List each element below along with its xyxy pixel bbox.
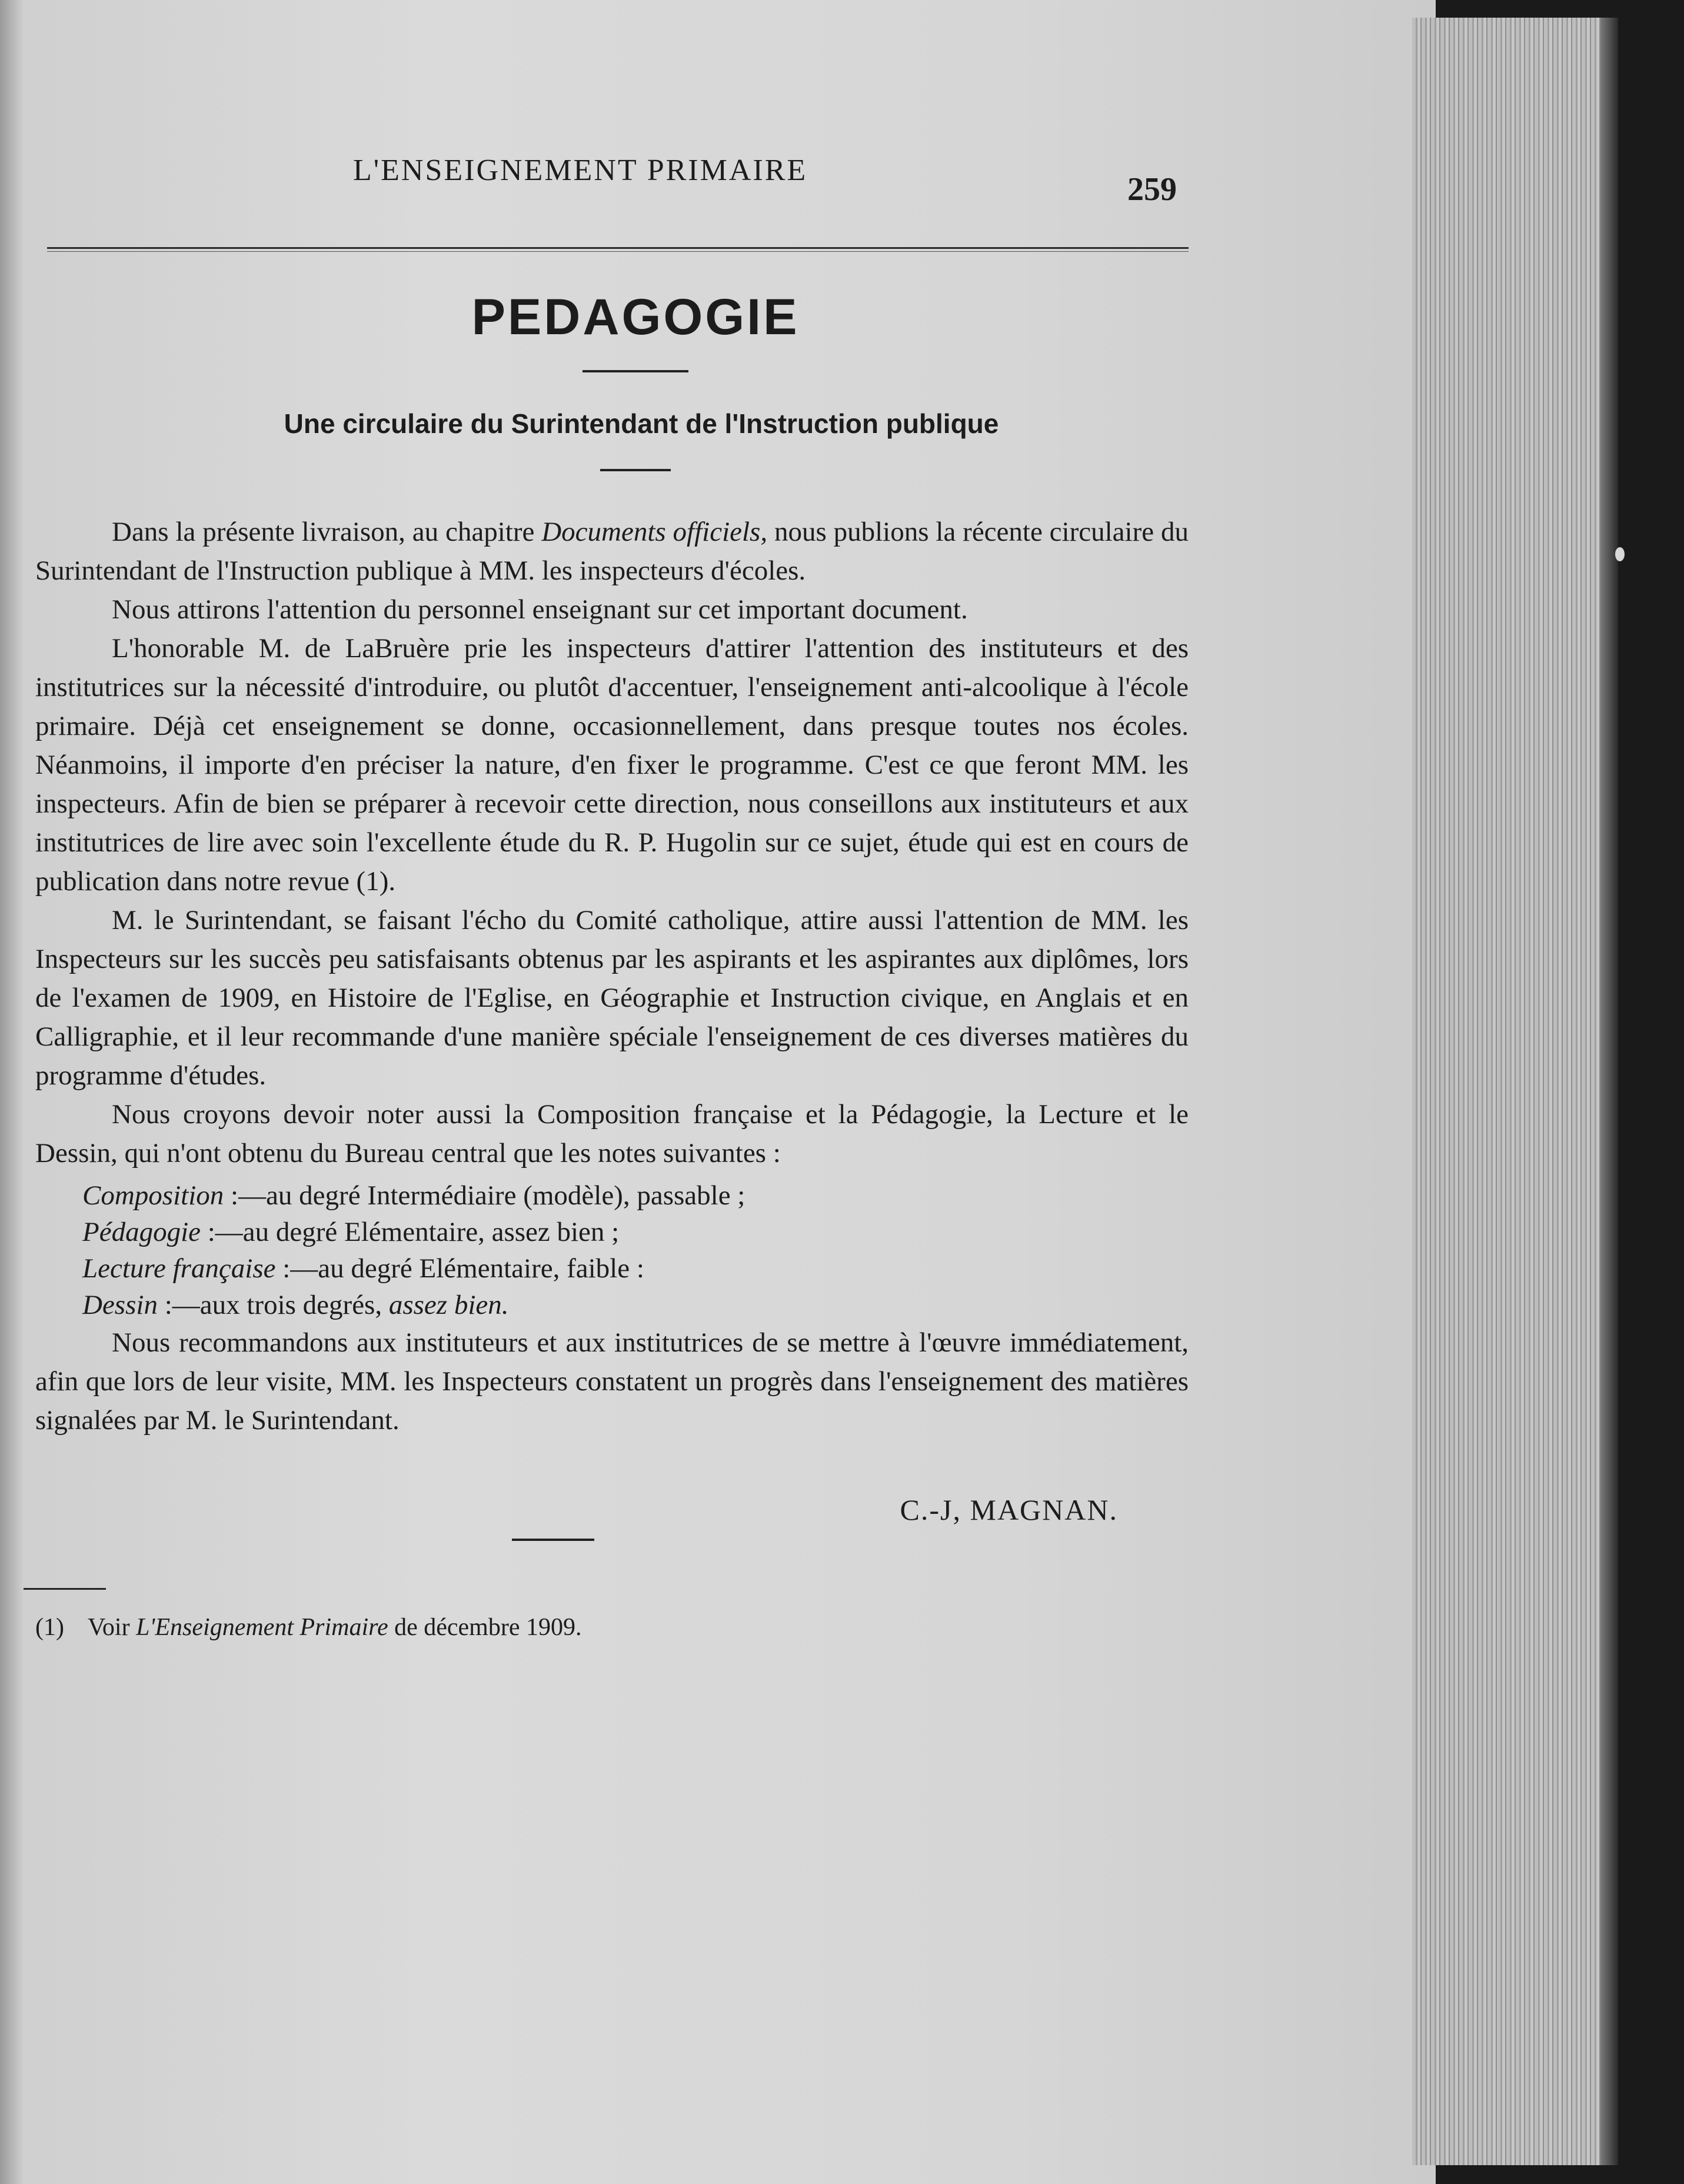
end-rule xyxy=(512,1539,594,1541)
footnote-italic: L'Enseignement Primaire xyxy=(136,1614,388,1641)
paragraph: Nous croyons devoir noter aussi la Composition française et la Pédagogie, la Lecture et le Dessin, qui n'ont obtenu du Bureau central que les notes suivantes : xyxy=(35,1099,1189,1168)
closing-paragraph: Nous recommandons aux instituteurs et aux institutrices de se mettre à l'œuvre immédiatement, afin que lors de leur visite, MM. les Inspecteurs constatent un progrès dans l'enseignement des matières signalées par M. le Surintendant. xyxy=(35,1327,1189,1436)
grade-result: :—aux trois degrés, xyxy=(157,1290,389,1320)
grade-item xyxy=(35,1214,1189,1250)
running-head xyxy=(35,141,1189,212)
article-body xyxy=(35,512,1189,1440)
paragraph xyxy=(35,512,1189,590)
footnote-text: de décembre 1909. xyxy=(388,1614,582,1641)
footnote-text: Voir xyxy=(87,1614,137,1641)
paragraph: M. le Surintendant, se faisant l'écho du Comité catholique, attire aussi l'attention de MM. les Inspecteurs sur les succès peu satisfaisants obtenus par les aspirants et les aspirantes aux diplômes, lors de l'examen de 1909, en Histoire de l'Eglise, en Géographie et Instruction civique, en Anglais et en Calligraphie, et il leur recommande d'une manière spéciale l'enseignement de ces diverses matières du programme d'études. xyxy=(35,905,1189,1091)
dust-speck xyxy=(1615,547,1625,561)
grade-item xyxy=(35,1287,1189,1323)
grade-result: :—au degré Elémentaire, faible : xyxy=(275,1253,644,1284)
paragraph-text: Dans la présente livraison, au chapitre xyxy=(112,517,542,547)
grade-result: :—au degré Elémentaire, assez bien ; xyxy=(201,1217,620,1247)
grade-subject: Dessin xyxy=(82,1290,158,1320)
article-subtitle: Une circulaire du Surintendant de l'Instruction publique xyxy=(284,408,999,439)
paragraph: L'honorable M. de LaBruère prie les inspecteurs d'attirer l'attention des instituteurs et des institutrices sur la nécessité d'introduire, ou plutôt d'accentuer, l'enseignement anti-alcoolique à l'école primaire. Déjà cet enseignement se donne, occasionnellement, dans presque toutes nos écoles. Néanmoins, il importe d'en préciser la nature, d'en fixer le programme. C'est ce que feront MM. les inspecteurs. Afin de bien se préparer à recevoir cette direction, nous conseillons aux instituteurs et aux institutrices de lire avec soin l'excellente étude du R. P. Hugolin sur ce sujet, étude qui est en cours de publication dans notre revue (1). xyxy=(35,633,1189,897)
section-title: PEDAGOGIE xyxy=(471,289,800,345)
footnote xyxy=(35,1613,1189,1642)
grade-subject: Composition xyxy=(82,1180,224,1211)
grade-emphasis: assez bien. xyxy=(388,1290,509,1320)
author-signature: C.-J, MAGNAN. xyxy=(900,1493,1118,1526)
grade-item xyxy=(35,1177,1189,1214)
footnote-rule xyxy=(24,1588,106,1590)
running-title: L'ENSEIGNEMENT PRIMAIRE xyxy=(353,154,808,187)
page-number: 259 xyxy=(1127,171,1177,208)
paragraph-italic: Documents officiels, xyxy=(541,517,768,547)
paragraph-text: nous publions la récente circulaire du Surintendant de l'Instruction publique à MM. les inspecteurs d'écoles. xyxy=(35,517,1189,586)
grade-result: :—au degré Intermédiaire (modèle), passable ; xyxy=(224,1180,746,1211)
header-rule xyxy=(47,247,1189,252)
grades-list xyxy=(35,1177,1189,1323)
grade-item xyxy=(35,1250,1189,1287)
page-content xyxy=(35,141,1189,1642)
grade-subject: Pédagogie xyxy=(82,1217,201,1247)
grade-subject: Lecture française xyxy=(82,1253,276,1284)
subtitle-rule xyxy=(600,469,671,471)
title-rule xyxy=(583,370,688,372)
footnote-mark: (1) xyxy=(35,1614,64,1641)
paragraph: Nous attirons l'attention du personnel enseignant sur cet important document. xyxy=(112,594,968,625)
page-stack-edges xyxy=(1412,18,1600,2165)
